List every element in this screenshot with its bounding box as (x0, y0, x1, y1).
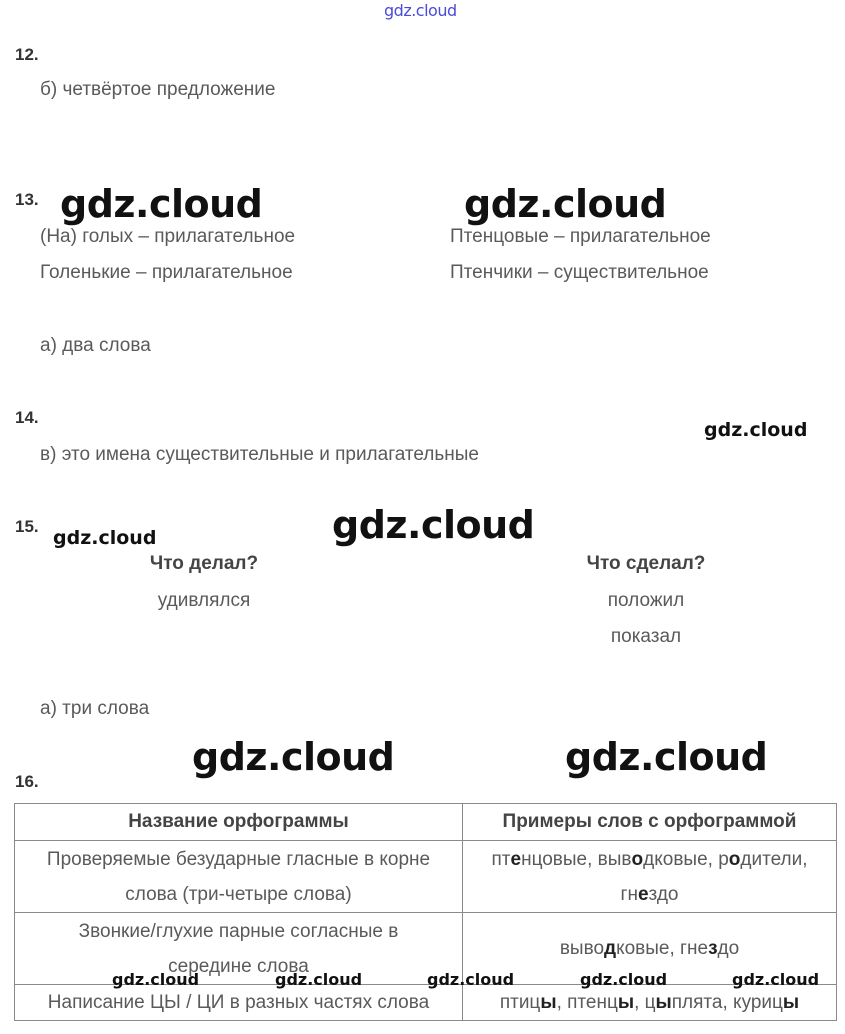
orthogram-name: Проверяемые безударные гласные в корне слова (три-четыре слова) (15, 841, 463, 913)
watermark-top: gdz.cloud (384, 1, 457, 20)
question-15-answer: а) три слова (40, 698, 150, 719)
question-13-answer: а) два слова (40, 335, 151, 356)
table-header-name: Название орфограммы (15, 804, 463, 841)
watermark-small: gdz.cloud (580, 970, 668, 989)
watermark-big: gdz.cloud (332, 503, 535, 547)
watermark-big: gdz.cloud (192, 735, 395, 779)
question-12-answer: б) четвёртое предложение (40, 79, 276, 100)
q15-col2-item: показал (610, 626, 682, 647)
orthogram-examples: выводковые, гнездо (463, 913, 837, 985)
watermark-mid: gdz.cloud (53, 527, 157, 549)
watermark-big: gdz.cloud (60, 182, 263, 226)
question-15-number: 15. (15, 517, 39, 536)
table-row (15, 841, 837, 913)
watermark-small: gdz.cloud (732, 970, 820, 989)
watermark-small: gdz.cloud (427, 970, 515, 989)
q15-col1-item: удивлялся (157, 590, 251, 611)
q13-right-word-2: Птенчики – существительное (450, 262, 709, 283)
q15-col1-header: Что делал? (149, 553, 259, 574)
q13-right-word-1: Птенцовые – прилагательное (450, 226, 711, 247)
question-13-number: 13. (15, 190, 39, 209)
question-16-number: 16. (15, 772, 39, 791)
q13-left-word-2: Голенькие – прилагательное (40, 262, 293, 283)
question-14-answer: в) это имена существительные и прилагательные (40, 444, 479, 465)
q15-col2-item: положил (607, 590, 685, 611)
orthogram-examples: птенцовые, выводковые, родители, гнездо (463, 841, 837, 913)
q15-col2-header: Что сделал? (586, 553, 706, 574)
orthogram-name: Звонкие/глухие парные согласные в середине слова (15, 913, 463, 985)
watermark-big: gdz.cloud (565, 735, 768, 779)
watermark-mid: gdz.cloud (704, 419, 808, 441)
watermark-big: gdz.cloud (464, 182, 667, 226)
orthogram-examples: птицы, птенцы, цыплята, курицы (463, 985, 837, 1021)
orthogram-name: Написание ЦЫ / ЦИ в разных частях слова (15, 985, 463, 1021)
watermark-small: gdz.cloud (275, 970, 363, 989)
q13-left-word-1: (На) голых – прилагательное (40, 226, 296, 247)
question-14-number: 14. (15, 408, 39, 427)
question-12-number: 12. (15, 45, 39, 64)
table-row (15, 985, 837, 1021)
table-header-examples: Примеры слов с орфограммой (463, 804, 837, 841)
watermark-small: gdz.cloud (112, 970, 200, 989)
table-header-row (15, 804, 837, 841)
